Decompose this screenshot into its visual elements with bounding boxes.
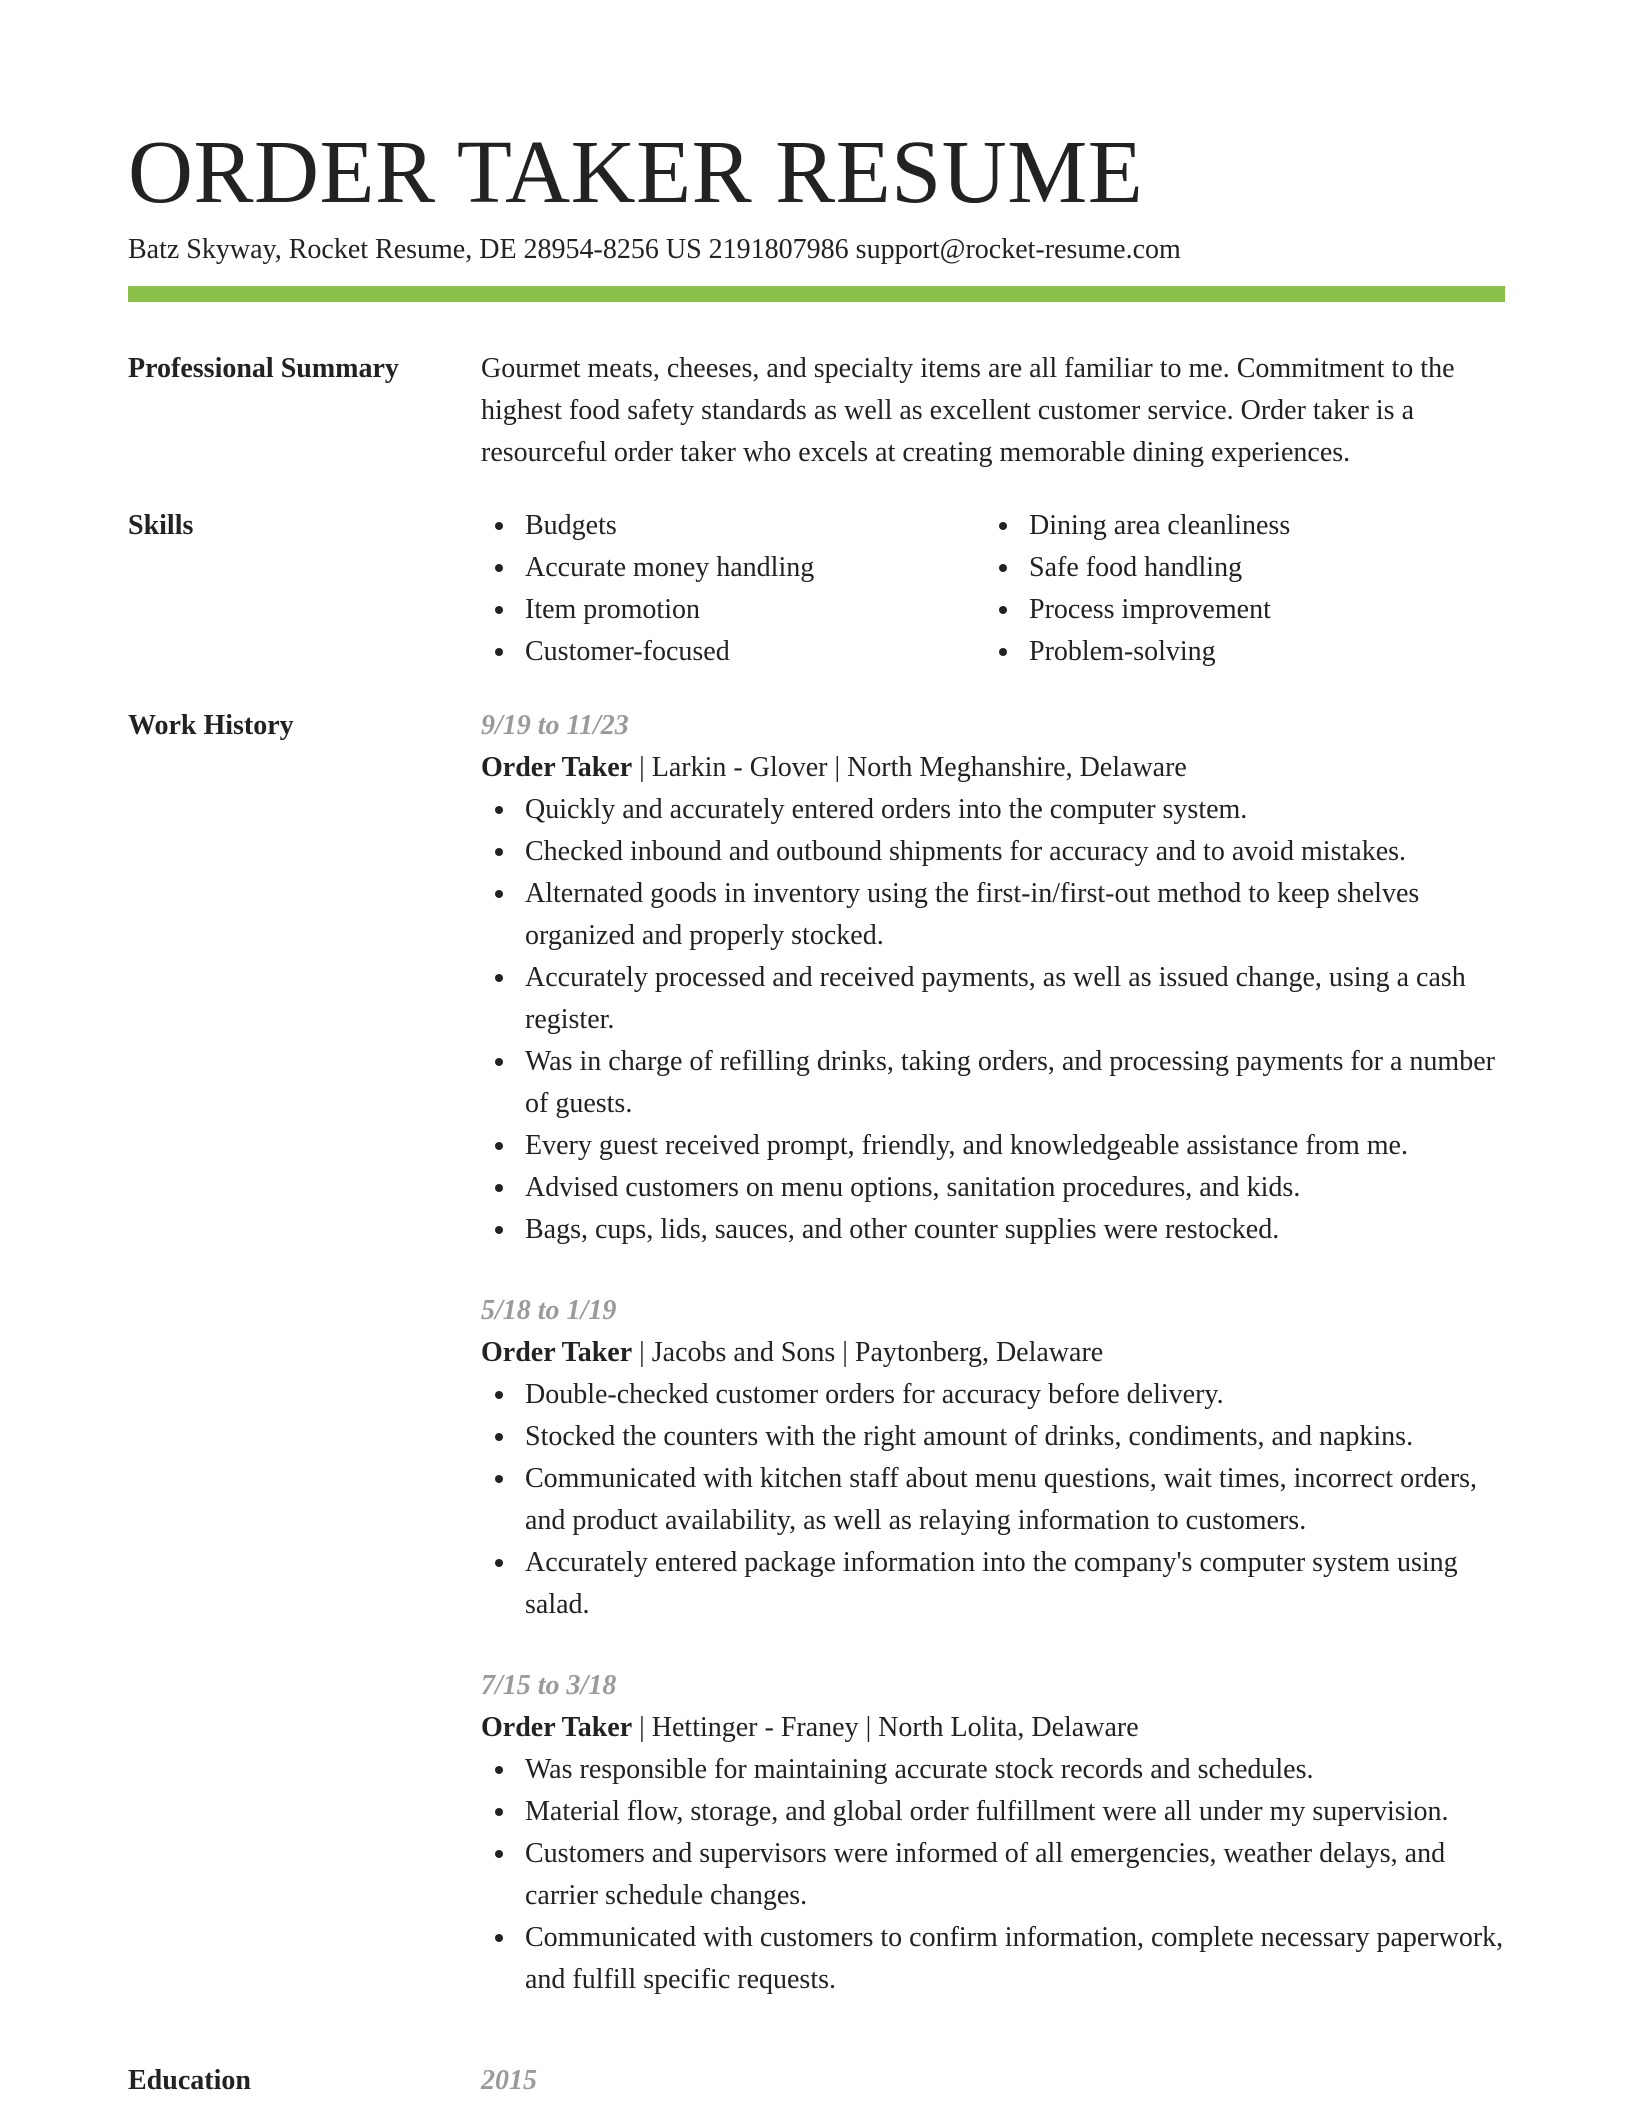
job-duties-list [481,1749,1505,2001]
resume-title: ORDER TAKER RESUME [128,123,1144,222]
duty-item: Alternated goods in inventory using the first-in/first-out method to keep shelves organized and properly stocked. [481,873,1505,957]
job-role-line [481,1707,1505,1749]
job-title: Order Taker [481,1337,633,1368]
skill-item: Process improvement [985,589,1465,631]
skill-item: Customer-focused [481,631,961,673]
work-history-heading: Work History [128,710,294,741]
job-role-line [481,747,1505,789]
skill-item: Problem-solving [985,631,1465,673]
accent-divider [128,286,1505,302]
duty-item: Communicated with customers to confirm information, complete necessary paperwork, and fulfill specific requests. [481,1917,1505,2001]
job-title: Order Taker [481,752,633,783]
skills-list-right [985,505,1465,673]
job-dates: 9/19 to 11/23 [481,710,629,741]
skill-item: Item promotion [481,589,961,631]
job-role-line [481,1332,1505,1374]
duty-item: Double-checked customer orders for accuracy before delivery. [481,1374,1505,1416]
job-dates: 5/18 to 1/19 [481,1295,617,1326]
job-employer-location: | Jacobs and Sons | Paytonberg, Delaware [632,1337,1104,1368]
summary-body [481,348,1505,474]
job-entry [481,705,1505,1251]
duty-item: Communicated with kitchen staff about menu questions, wait times, incorrect orders, and product availability, as well as relaying information to customers. [481,1458,1505,1542]
job-duties-list [481,1374,1505,1626]
duty-item: Stocked the counters with the right amount of drinks, condiments, and napkins. [481,1416,1505,1458]
duty-item: Every guest received prompt, friendly, and knowledgeable assistance from me. [481,1125,1505,1167]
skill-item: Budgets [481,505,961,547]
duty-item: Was responsible for maintaining accurate stock records and schedules. [481,1749,1505,1791]
work-history-body [481,705,1505,2040]
summary-heading: Professional Summary [128,353,399,384]
job-employer-location: | Larkin - Glover | North Meghanshire, Delaware [632,752,1187,783]
skill-item: Safe food handling [985,547,1465,589]
education-date: 2015 [481,2065,537,2096]
summary-text: Gourmet meats, cheeses, and specialty items are all familiar to me. Commitment to the highest food safety standards as well as excellent customer service. Order taker is a resourceful order taker who excels at creating memorable dining experiences. [481,353,1455,468]
duty-item: Material flow, storage, and global order fulfillment were all under my supervision. [481,1791,1505,1833]
job-employer-location: | Hettinger - Franey | North Lolita, Delaware [632,1712,1139,1743]
education-heading: Education [128,2065,251,2096]
job-entry [481,1665,1505,2001]
job-title: Order Taker [481,1712,633,1743]
job-dates: 7/15 to 3/18 [481,1670,617,1701]
contact-line: Batz Skyway, Rocket Resume, DE 28954-8256 US 2191807986 support@rocket-resume.com [128,234,1181,265]
skill-item: Accurate money handling [481,547,961,589]
skills-list-left [481,505,961,673]
duty-item: Bags, cups, lids, sauces, and other counter supplies were restocked. [481,1209,1505,1251]
duty-item: Was in charge of refilling drinks, taking orders, and processing payments for a number of guests. [481,1041,1505,1125]
education-body [481,2060,1505,2102]
duty-item: Accurately entered package information into the company's computer system using salad. [481,1542,1505,1626]
skill-item: Dining area cleanliness [985,505,1465,547]
duty-item: Accurately processed and received payments, as well as issued change, using a cash register. [481,957,1505,1041]
skills-body [481,505,1505,673]
duty-item: Customers and supervisors were informed of all emergencies, weather delays, and carrier schedule changes. [481,1833,1505,1917]
job-duties-list [481,789,1505,1251]
duty-item: Quickly and accurately entered orders into the computer system. [481,789,1505,831]
job-entry [481,1290,1505,1626]
duty-item: Checked inbound and outbound shipments for accuracy and to avoid mistakes. [481,831,1505,873]
skills-heading: Skills [128,510,194,541]
duty-item: Advised customers on menu options, sanitation procedures, and kids. [481,1167,1505,1209]
